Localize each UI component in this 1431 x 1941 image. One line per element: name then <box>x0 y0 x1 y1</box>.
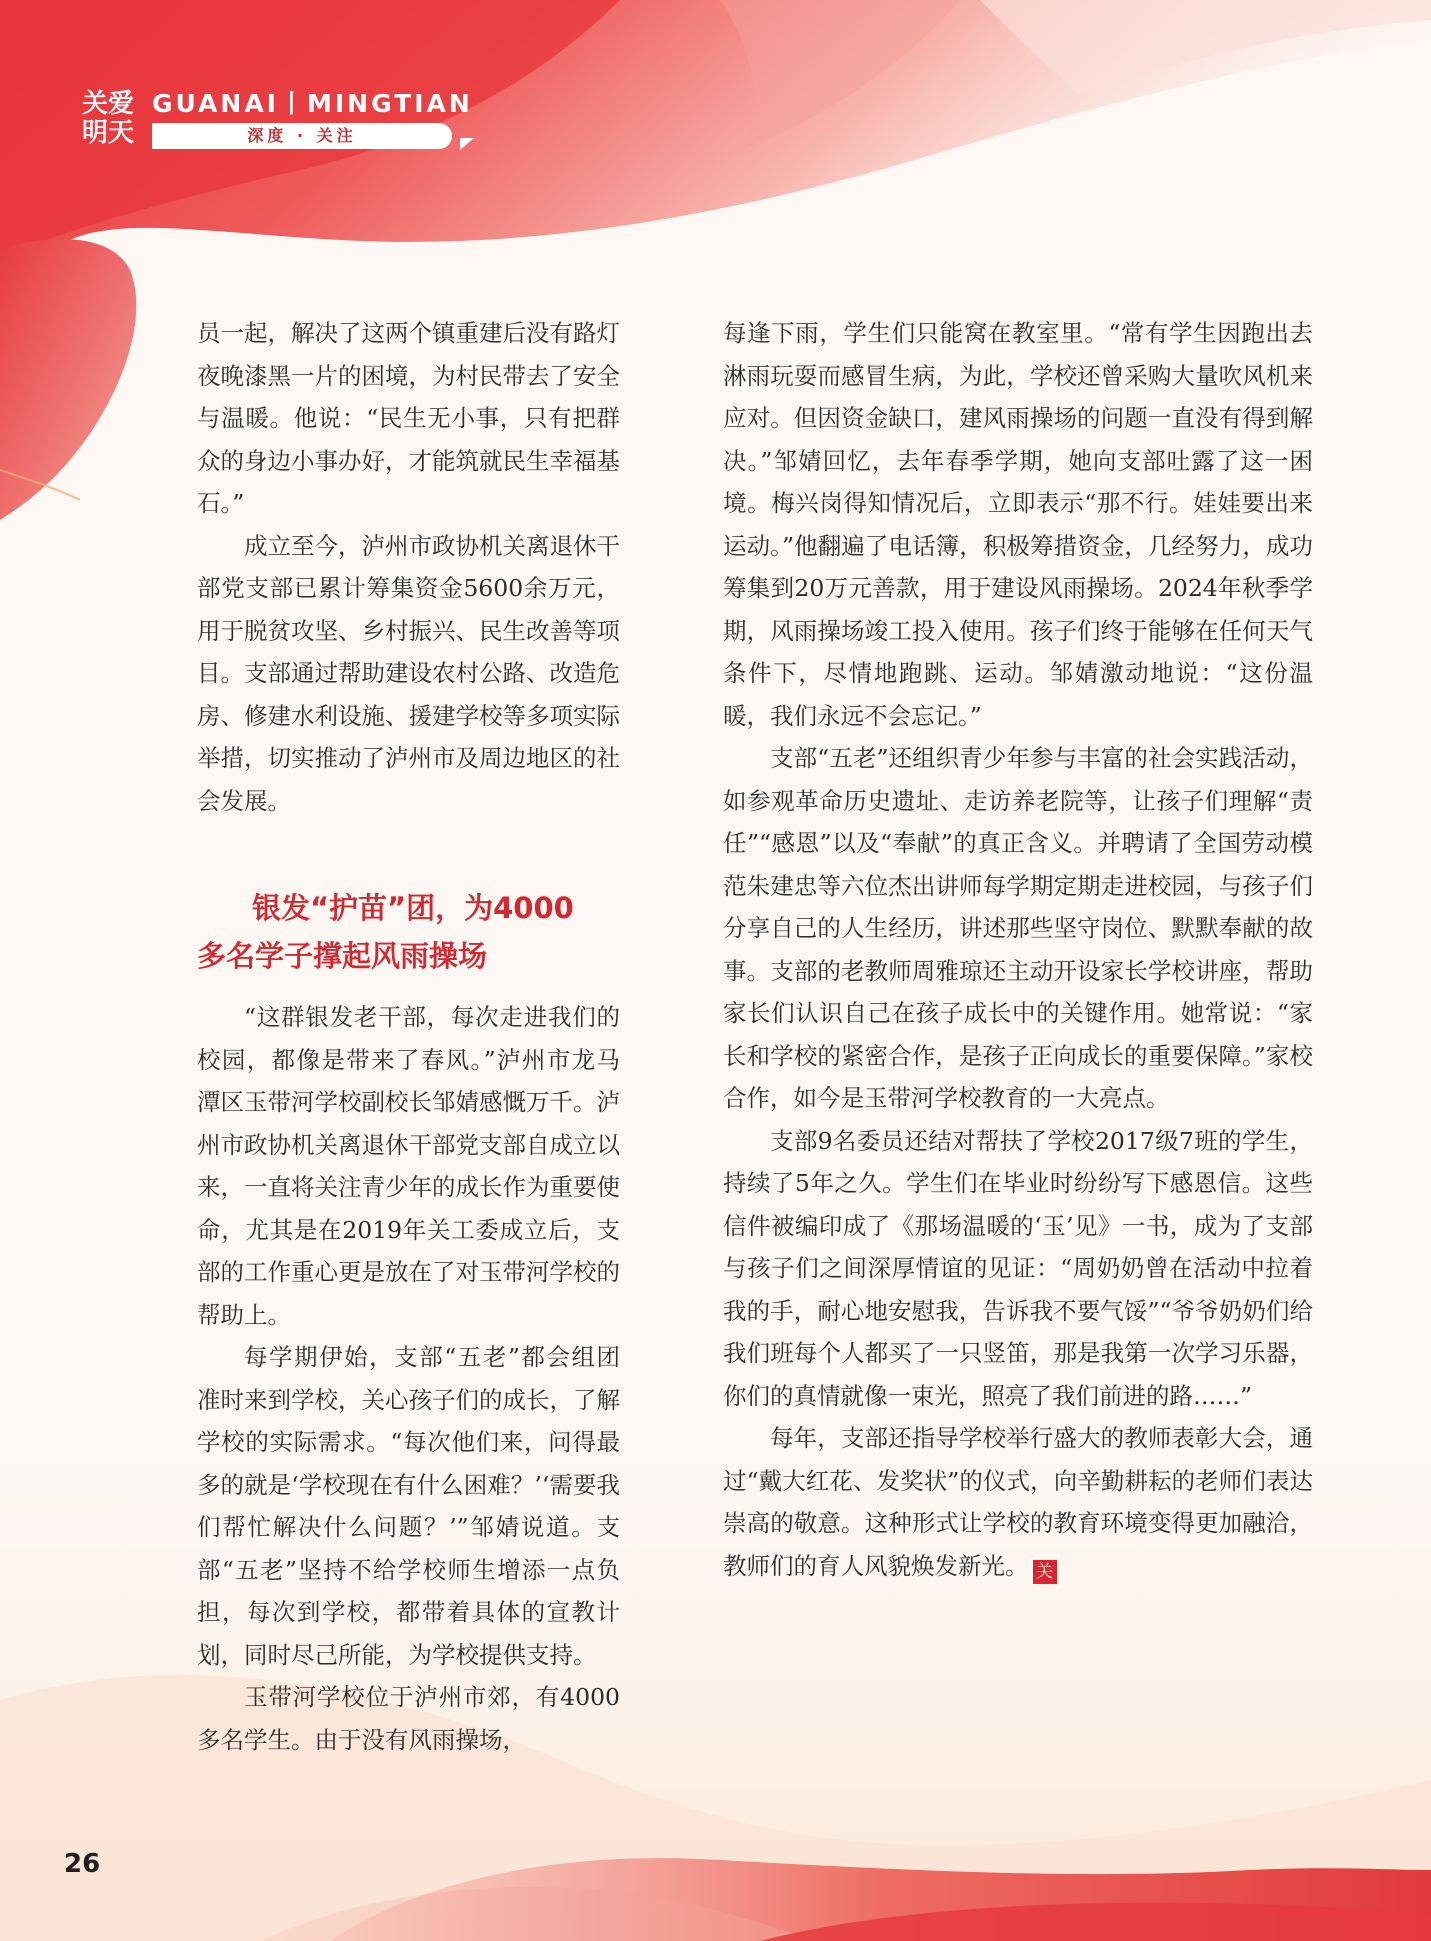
right-paragraph-1: 每逢下雨，学生们只能窝在教室里。“常有学生因跑出去淋雨玩耍而感冒生病，为此，学校还曾采购大量吹风机来应对。但因资金缺口，建风雨操场的问题一直没有得到解决。”邹婧回忆，去年春季学期，她向支部吐露了这一困境。梅兴岗得知情况后，立即表示“那不行。娃娃要出来运动。”他翻遍了电话簿，积极筹措资金，几经努力，成功筹集到20万元善款，用于建设风雨操场。2024年秋季学期，风雨操场竣工投入使用。孩子们终于能够在任何天气条件下，尽情地跑跳、运动。邹婧激动地说：“这份温暖，我们永远不会忘记。” <box>723 319 1313 730</box>
masthead-logo <box>82 90 138 148</box>
logo-line-2: 明天 <box>82 118 135 148</box>
right-paragraph-4-text: 每年，支部还指导学校举行盛大的教师表彰大会，通过“戴大红花、发奖状”的仪式，向辛勤耕耘的老师们表达崇高的敬意。这种形式让学校的教育环境变得更加融洽，教师们的育人风貌焕发新光。 <box>723 1424 1313 1580</box>
right-paragraph-4 <box>723 1417 1313 1587</box>
left-paragraph-1: 员一起，解决了这两个镇重建后没有路灯夜晚漆黑一片的困境，为村民带去了安全与温暖。他说：“民生无小事，只有把群众的身边小事办好，才能筑就民生幸福基石。” <box>197 319 620 517</box>
right-paragraph-2: 支部“五老”还组织青少年参与丰富的社会实践活动，如参观革命历史遗址、走访养老院等，让孩子们理解“责任”“感恩”以及“奉献”的真正含义。并聘请了全国劳动模范朱建忠等六位杰出讲师每学期定期走进校园，与孩子们分享自己的人生经历，讲述那些坚守岗位、默默奉献的故事。支部的老教师周雅琼还主动开设家长学校讲座，帮助家长们认识自己在孩子成长中的关键作用。她常说：“家长和学校的紧密合作，是孩子正向成长的重要保障。”家校合作，如今是玉带河学校教育的一大亮点。 <box>723 744 1313 1112</box>
left-paragraph-4: 每学期伊始，支部“五老”都会组团准时来到学校，关心孩子们的成长，了解学校的实际需求。“每次他们来，问得最多的就是‘学校现在有什么困难？’‘需要我们帮忙解决什么问题？’”邹婧说道。支部“五老”坚持不给学校师生增添一点负担，每次到学校，都带着具体的宣教计划，同时尽己所能，为学校提供支持。 <box>197 1343 620 1669</box>
masthead-pill-tail <box>460 138 474 150</box>
article-end-mark-icon: 关 <box>1033 1560 1057 1584</box>
logo-line-1: 关爱 <box>82 89 135 119</box>
section-heading <box>197 884 620 980</box>
left-paragraph-3: “这群银发老干部，每次走进我们的校园，都像是带来了春风。”泸州市龙马潭区玉带河学校副校长邹婧感慨万千。泸州市政协机关离退休干部党支部自成立以来，一直将关注青少年的成长作为重要使命，尤其是在2019年关工委成立后，支部的工作重心更是放在了对玉带河学校的帮助上。 <box>197 1003 620 1329</box>
left-paragraph-5: 玉带河学校位于泸州市郊，有4000多名学生。由于没有风雨操场， <box>197 1683 620 1754</box>
section-heading-line-1: 银发“护苗”团，为4000 <box>252 891 574 925</box>
right-paragraph-3: 支部9名委员还结对帮扶了学校2017级7班的学生，持续了5年之久。学生们在毕业时纷纷写下感恩信。这些信件被编印成了《那场温暖的‘玉’见》一书，成为了支部与孩子们之间深厚情谊的见证：“周奶奶曾在活动中拉着我的手，耐心地安慰我，告诉我不要气馁”“爷爷奶奶们给我们班每个人都买了一只竖笛，那是我第一次学习乐器，你们的真情就像一束光，照亮了我们前进的路……” <box>723 1126 1313 1410</box>
masthead-section-label: 深度 · 关注 <box>247 126 357 145</box>
masthead-title: GUANAI丨MINGTIAN <box>152 89 473 118</box>
page-number: 26 <box>64 1849 101 1879</box>
section-heading-line-2: 多名学子撑起风雨操场 <box>197 939 488 973</box>
right-column <box>723 312 1313 1587</box>
left-column <box>197 312 620 1761</box>
left-paragraph-2: 成立至今，泸州市政协机关离退休干部党支部已累计筹集资金5600余万元，用于脱贫攻坚、乡村振兴、民生改善等项目。支部通过帮助建设农村公路、改造危房、修建水利设施、援建学校等多项实际举措，切实推动了泸州市及周边地区的社会发展。 <box>197 531 620 815</box>
